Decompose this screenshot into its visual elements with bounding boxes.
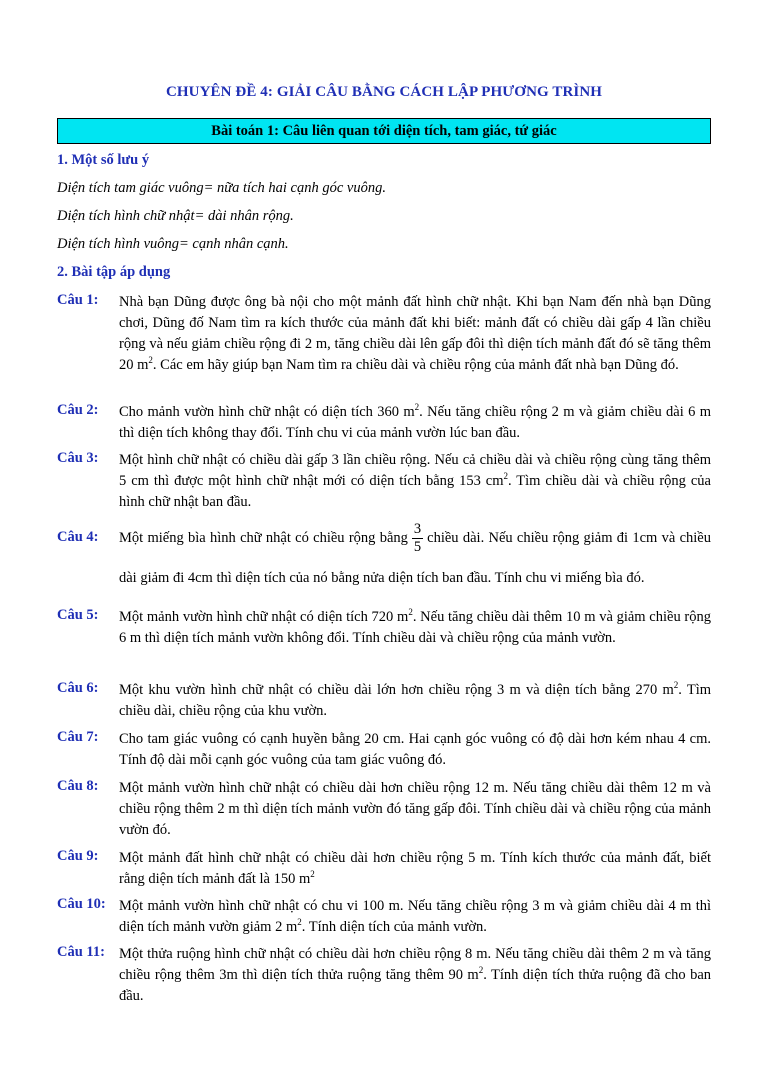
- question-text: Nhà bạn Dũng được ông bà nội cho một mảnh đất hình chữ nhật. Khi bạn Nam đến nhà bạn Dũng chơi, Dũng đố Nam tìm ra kích thước của mảnh đất khi biết: mảnh đất có chiều dài gấp 4 lần chiều rộng và nếu giảm chiều rộng đi 2 m, tăng chiều dài lên gấp đôi thì diện tích mảnh đất đó sẽ tăng thêm 20 $m^2$. Các em hãy giúp bạn Nam tìm ra chiều dài và chiều rộng của mảnh đất nhà bạn Dũng đó.: [119, 294, 711, 373]
- page-title: CHUYÊN ĐỀ 4: GIẢI CÂU BẰNG CÁCH LẬP PHƯƠNG TRÌNH: [165, 84, 603, 100]
- question-4: [57, 518, 711, 598]
- question-1: [57, 292, 711, 376]
- question-label: Câu 8:: [57, 778, 99, 794]
- question-label: Câu 6:: [57, 680, 99, 696]
- note-item: Diện tích hình chữ nhật= dài nhân rộng.: [57, 208, 294, 224]
- question-9: [57, 848, 711, 890]
- section-heading-exercises: 2. Bài tập áp dụng: [57, 264, 171, 280]
- question-text: Một thửa ruộng hình chữ nhật có chiều dài hơn chiều rộng 8 m. Nếu tăng chiều dài thêm 2 m và tăng chiều rộng thêm 3m thì diện tích thửa ruộng tăng thêm 90 $m^2$. Tính diện tích thửa ruộng đã cho ban đầu.: [119, 946, 712, 1004]
- fraction: $\frac{3}{5}$: [413, 521, 422, 556]
- question-text: Một khu vườn hình chữ nhật có chiều dài lớn hơn chiều rộng 3 m và diện tích bằng 270 $m^2$. Tìm chiều dài, chiều rộng của khu vườn.: [119, 680, 712, 719]
- question-text: Một miếng bìa hình chữ nhật có chiều rộng bằng $\frac{3}{5}$ chiều dài. Nếu chiều rộng giảm đi 1cm và chiều dài giảm đi 4cm thì diện tích của nó bằng nửa diện tích ban đầu. Tính chu vi miếng bìa đó.: [119, 521, 711, 586]
- question-label: Câu 7:: [57, 729, 99, 745]
- question-text: Cho mảnh vườn hình chữ nhật có diện tích 360 $m^2$. Nếu tăng chiều rộng 2 m và giảm chiều dài 6 m thì diện tích không thay đổi. Tính chu vi của mảnh vườn lúc ban đầu.: [119, 402, 712, 441]
- question-11: [57, 944, 711, 1007]
- section-heading-notes: 1. Một số lưu ý: [57, 152, 150, 168]
- question-label: Câu 3:: [57, 450, 99, 466]
- question-label: Câu 11:: [57, 944, 105, 960]
- question-label: Câu 5:: [57, 607, 99, 623]
- question-2: [57, 402, 711, 444]
- question-6: [57, 680, 711, 722]
- note-item: Diện tích hình vuông= cạnh nhân cạnh.: [57, 236, 289, 252]
- note-item: Diện tích tam giác vuông= nữa tích hai cạnh góc vuông.: [57, 180, 386, 196]
- question-8: [57, 778, 711, 841]
- question-text: Một mảnh vườn hình chữ nhật có chiều dài hơn chiều rộng 12 m. Nếu tăng chiều dài thêm 12 m và chiều rộng thêm 2 m thì diện tích mảnh vườn đó tăng gấp đôi. Tính chiều dài và chiều rộng của mảnh vườn đó.: [119, 780, 711, 838]
- question-text: Cho tam giác vuông có cạnh huyền bằng 20 cm. Hai cạnh góc vuông có độ dài hơn kém nhau 4 cm. Tính độ dài mỗi cạnh góc vuông của tam giác vuông đó.: [119, 731, 711, 768]
- question-label: Câu 1:: [57, 292, 99, 308]
- question-3: [57, 450, 711, 513]
- question-label: Câu 9:: [57, 848, 99, 864]
- question-text: Một mảnh vườn hình chữ nhật có chu vi 100 m. Nếu tăng chiều rộng 3 m và giảm chiều dài 4 m thì diện tích mảnh vườn giảm 2 $m^2$. Tính diện tích của mảnh vườn.: [119, 898, 711, 935]
- question-label: Câu 2:: [57, 402, 99, 418]
- question-text: Một mảnh đất hình chữ nhật có chiều dài hơn chiều rộng 5 m. Tính kích thước của mảnh đất, biết rằng diện tích mảnh đất là 150 $m^2$: [119, 850, 711, 887]
- question-text: Một hình chữ nhật có chiều dài gấp 3 lần chiều rộng. Nếu cả chiều dài và chiều rộng cùng tăng thêm 5 cm thì được một hình chữ nhật mới có diện tích bằng 153 $cm^2$. Tìm chiều dài và chiều rộng của hình chữ nhật ban đầu.: [119, 452, 711, 510]
- question-5: [57, 607, 711, 649]
- question-7: [57, 729, 711, 771]
- question-label: Câu 10:: [57, 896, 106, 912]
- question-label: Câu 4:: [57, 529, 99, 545]
- question-10: [57, 896, 711, 938]
- question-text: Một mảnh vườn hình chữ nhật có diện tích 720 $m^2$. Nếu tăng chiều dài thêm 10 m và giảm chiều rộng 6 m thì diện tích mảnh vườn không đổi. Tính chiều dài và chiều rộng của mảnh vườn.: [119, 607, 712, 646]
- problem-banner: Bài toán 1: Câu liên quan tới diện tích, tam giác, tứ giác: [57, 118, 711, 144]
